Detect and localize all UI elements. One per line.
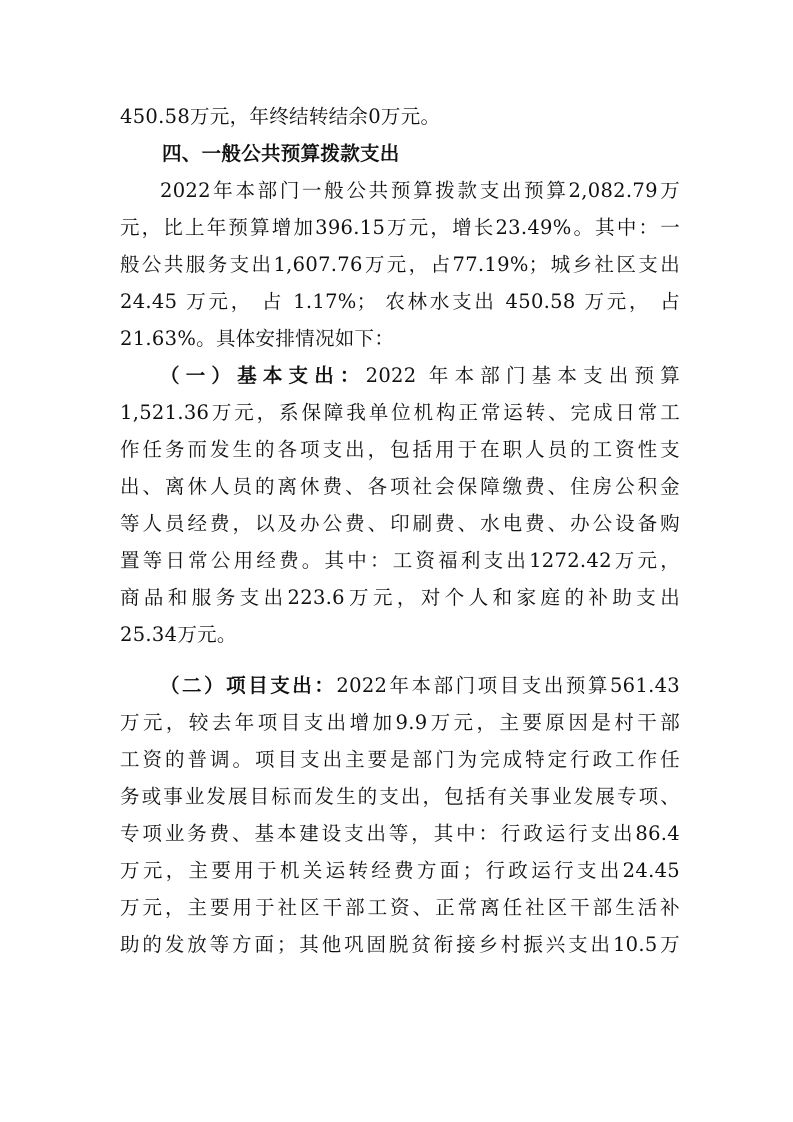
paragraph-line: 出、离休人员的离休费、各项社会保障缴费、住房公积金 xyxy=(120,475,680,498)
paragraph-line: 2022年本部门一般公共预算拨款支出预算2,082.79万 xyxy=(160,179,680,202)
subsection-text: 2022年本部门项目支出预算561.43 xyxy=(336,674,680,697)
paragraph-line: 工资的普调。项目支出主要是部门为完成特定行政工作任 xyxy=(120,748,680,771)
paragraph-line: 助的发放等方面；其他巩固脱贫衔接乡村振兴支出10.5万 xyxy=(120,933,680,956)
subsection-heading: （二）项目支出： xyxy=(160,674,337,697)
paragraph-line: 1,521.36万元，系保障我单位机构正常运转、完成日常工 xyxy=(120,401,680,424)
paragraph-line: 元，比上年预算增加396.15万元，增长23.49%。其中：一 xyxy=(120,216,680,239)
paragraph-line: 作任务而发生的各项支出，包括用于在职人员的工资性支 xyxy=(120,438,680,461)
paragraph-line: 置等日常公用经费。其中：工资福利支出1272.42万元， xyxy=(120,549,680,572)
subsection-line xyxy=(120,357,680,394)
subsection-text: 2022 年本部门基本支出预算 xyxy=(365,364,680,387)
paragraph-line: 专项业务费、基本建设支出等，其中：行政运行支出86.4 xyxy=(120,822,680,845)
paragraph-line: 万元，主要用于机关运转经费方面；行政运行支出24.45 xyxy=(120,859,680,882)
paragraph-line: 务或事业发展目标而发生的支出，包括有关事业发展专项、 xyxy=(120,785,680,808)
paragraph-line: 21.63%。具体安排情况如下： xyxy=(120,327,395,350)
paragraph-line: 25.34万元。 xyxy=(120,623,237,646)
paragraph-gap xyxy=(120,653,680,667)
paragraph-line: 商品和服务支出223.6万元，对个人和家庭的补助支出 xyxy=(120,586,680,609)
paragraph-line: 万元，较去年项目支出增加9.9万元，主要原因是村干部 xyxy=(120,711,680,734)
document-body xyxy=(120,98,680,963)
paragraph-line: 般公共服务支出1,607.76万元，占77.19%；城乡社区支出 xyxy=(120,253,680,276)
subsection-heading: （一）基本支出： xyxy=(160,364,366,387)
paragraph-line: 24.45 万元， 占 1.17%； 农林水支出 450.58 万元， 占 xyxy=(120,290,680,313)
paragraph-line: 450.58万元，年终结转结余0万元。 xyxy=(120,105,441,128)
paragraph-line: 万元，主要用于社区干部工资、正常离任社区干部生活补 xyxy=(120,896,680,919)
section-heading: 四、一般公共预算拨款支出 xyxy=(162,142,400,165)
paragraph-line: 等人员经费，以及办公费、印刷费、水电费、办公设备购 xyxy=(120,512,680,535)
subsection-line xyxy=(120,667,680,704)
